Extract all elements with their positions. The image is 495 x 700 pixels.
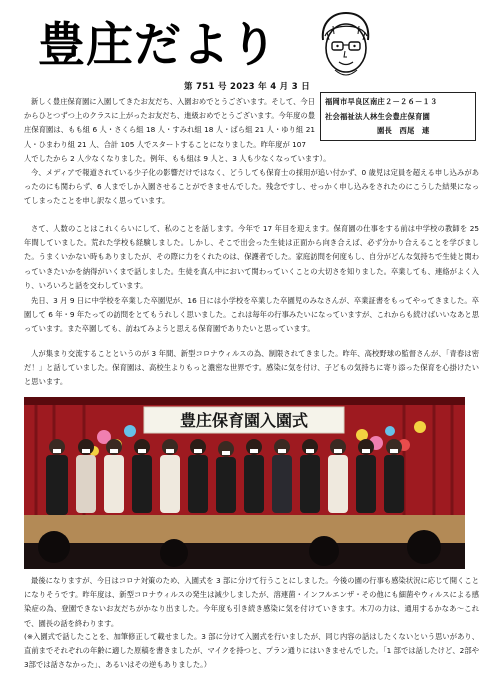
newsletter-title: 豊庄だより: [38, 18, 278, 73]
paragraph-welcome-cont: 人でしたから 2 人少なくなりました。例年、もも組は 9 人と、3 人も少なくなっています）。: [24, 154, 331, 163]
paragraph-covid-reflection: 人が集まり交流することというのが 3 年間、新型コロナウィルスの為、制限されてきました。昨年、高校野球の監督さんが、「青春は密だ！」と話していました。保育園は、高校生よりもっと濃密な世界です。感染に気を付け、子どもの気持ちに寄り添った保育を心掛けたいと思います。: [24, 349, 479, 387]
address: 福岡市早良区南庄２－２６－１３: [325, 97, 438, 106]
ceremony-banner: 豊庄保育園入園式: [179, 411, 309, 430]
paragraph-graduate-visits: 先日、3 月 9 日に中学校を卒業した卒園児が、16 日には小学校を卒業した卒園児のみなさんが、卒業証書をもってやってきました。卒園して 6 年・9 年たっての訪問をとてもうれしく思いました。これは毎年の行事みたいになっていますが、これからも続けばいいなあと思っています。また卒園しても、訪ねてみようと思える保育園でありたいと思っています。: [24, 296, 479, 334]
paragraph-enrollment-limit: 今、メディアで報道されている少子化の影響だけではなく、どうしても保育士の採用が追い付かず、0 歳児は定員を超える申し込みがあったのにも関わらず、6 人までしか入園させることができませんでした。残念ですし、せっかく申し込みをされたのにこうした結果になってしまったことを申し訳なく思っています。: [24, 168, 479, 206]
paragraph-closing: 最後になりますが、今日はコロナ対策のため、入園式を 3 部に分けて行うことにしました。今後の園の行事も感染状況に応じて開くことになりそうです。昨年度は、新型コロナウィルスの発生は減少しましたが、溶連菌・インフルエンザ・その他にも細菌やウィルスによる感染症の為、登園できないお友だちがかなり出ました。今年度も引き続き感染に気を付けていきます。木刀の力は、通用するかなあ～これで、園長の話を終わります。: [24, 576, 479, 628]
info-box: [320, 92, 476, 141]
organization: 社会福祉法人林生会豊庄保育園: [325, 111, 430, 121]
director-portrait-sketch: [315, 10, 377, 82]
paragraph-note: (※入園式で話したことを、加筆修正して載せました。3 部に分けて入園式を行いましたが、同じ内容の話はしたくないという思いがあり、直前までそれぞれの年齢に適した原稿を書きましたが、マイクを持つと、プラン通りにはいきませんでした。「1 部では話したけど、2部や3部では話さなかった」、あるいはその逆もありました。）: [24, 632, 479, 670]
director-name: 園長 西尾 連: [377, 126, 430, 135]
paragraph-director-history: さて、人数のことはこれくらいにして、私のことを話します。今年で 17 年目を迎えます。保育園の仕事をする前は中学校の教師を 25 年間していました。荒れた学校も経験しました。しかし、そこで出会った生徒は正面から向き合えば、必ず分かり合えることを学びました。うまくいかない時もありましたが、その際に力をくれたのは、保護者でした。家庭訪問を何度もし、自分がどんな気持ちで生徒と関わっていきたいかを納得がいくまで話しました。生徒を真ん中において関わっていくことの大切さを知りました。卒業しても、連絡がよく入り、いろいろと話を交わしています。: [24, 224, 479, 290]
issue-number-date: 第 751 号 2023 年 4 月 3 日: [184, 82, 311, 92]
paragraph-welcome: 新しく豊庄保育園に入園してきたお友だち、入園おめでとうございます。そして、今日からひとつずつ上のクラスに上がったお友だち、進級おめでとうございます。今年度の豊庄保育園は、もも組 6 人・さくら組 18 人・すみれ組 18 人・ばら組 21 人・ゆり組 21 人・ひまわり組 21 人、合計 105 人でスタートすることになりました。昨年度が 107: [24, 97, 315, 149]
ceremony-photo: [24, 397, 465, 569]
